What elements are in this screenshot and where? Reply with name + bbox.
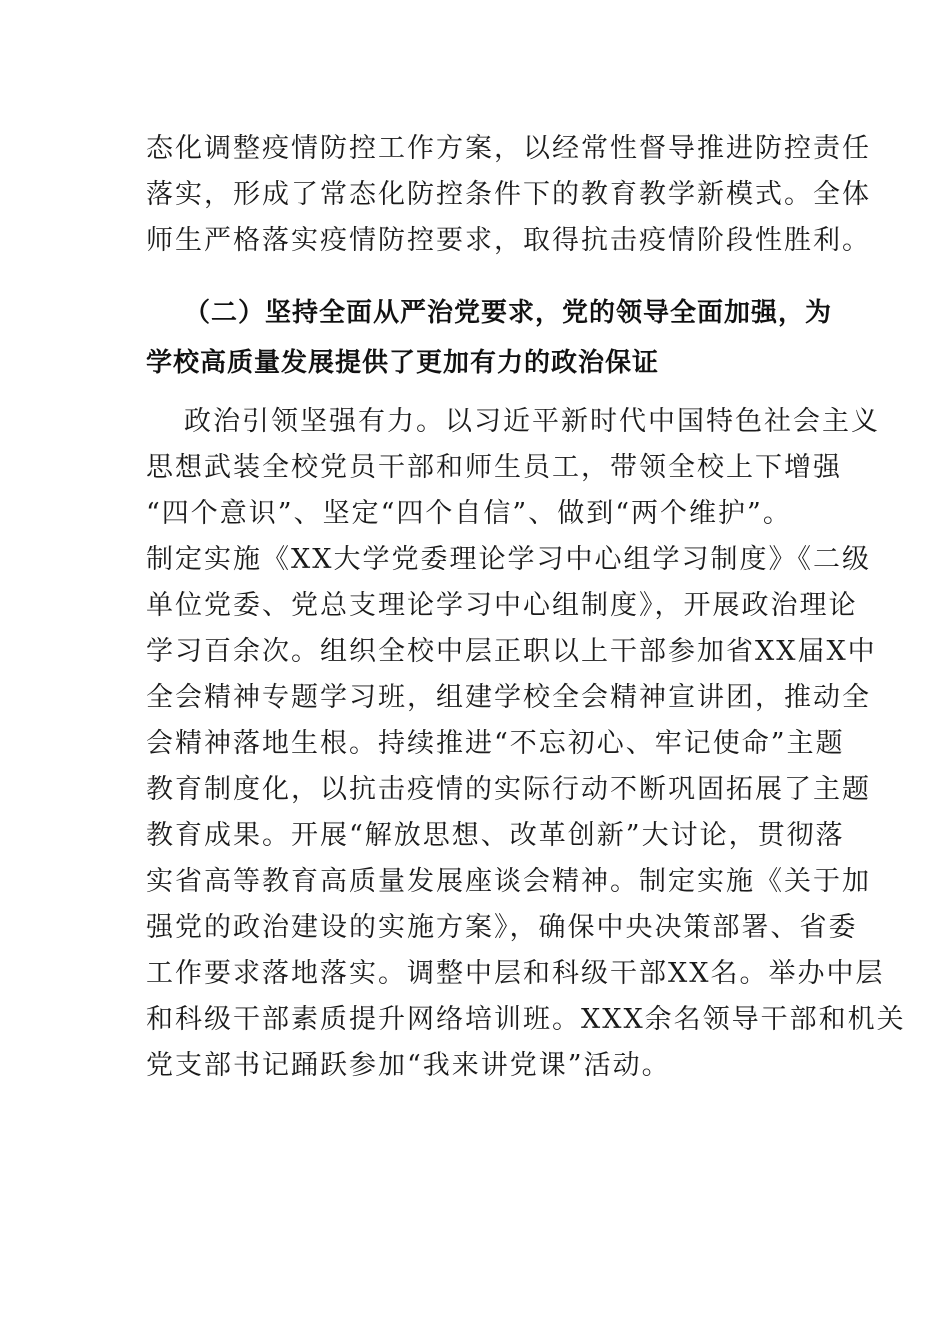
text-line: 政治引领坚强有力。以习近平新时代中国特色社会主义	[184, 406, 880, 437]
text-line: 强党的政治建设的实施方案》，确保中央决策部署、省委	[146, 912, 858, 943]
text-line: 学习百余次。组织全校中层正职以上干部参加省XX届X中	[146, 636, 877, 667]
heading-line: （二）坚持全面从严治党要求，党的领导全面加强，为	[184, 298, 833, 328]
text-line: 态化调整疫情防控工作方案，以经常性督导推进防控责任	[146, 133, 871, 164]
text-line: 会精神落地生根。持续推进“不忘初心、牢记使命”主题	[146, 728, 845, 759]
text-line: 实省高等教育高质量发展座谈会精神。制定实施《关于加	[146, 866, 871, 897]
text-line: 党支部书记踊跃参加“我来讲党课”活动。	[146, 1050, 671, 1081]
text-line: 教育成果。开展“解放思想、改革创新”大讨论，贯彻落	[146, 820, 845, 851]
text-line: 单位党委、党总支理论学习中心组制度》，开展政治理论	[146, 590, 858, 621]
text-line: “四个意识”、坚定“四个自信”、做到“两个维护”。	[146, 498, 792, 529]
text-line: 教育制度化，以抗击疫情的实际行动不断巩固拓展了主题	[146, 774, 871, 805]
text-line: 全会精神专题学习班，组建学校全会精神宣讲团，推动全	[146, 682, 871, 713]
text-line: 师生严格落实疫情防控要求，取得抗击疫情阶段性胜利。	[146, 225, 871, 256]
text-line: 制定实施《XX大学党委理论学习中心组学习制度》《二级	[146, 544, 871, 575]
text-line: 落实，形成了常态化防控条件下的教育教学新模式。全体	[146, 179, 871, 210]
text-line: 和科级干部素质提升网络培训班。XXX余名领导干部和机关	[146, 1004, 906, 1035]
section-heading	[146, 288, 833, 388]
paragraph-continuation	[146, 126, 871, 264]
paragraph-political-leadership	[146, 399, 906, 1089]
text-line: 思想武装全校党员干部和师生员工，带领全校上下增强	[146, 452, 842, 483]
text-line: 工作要求落地落实。调整中层和科级干部XX名。举办中层	[146, 958, 885, 989]
heading-line: 学校高质量发展提供了更加有力的政治保证	[146, 348, 660, 378]
